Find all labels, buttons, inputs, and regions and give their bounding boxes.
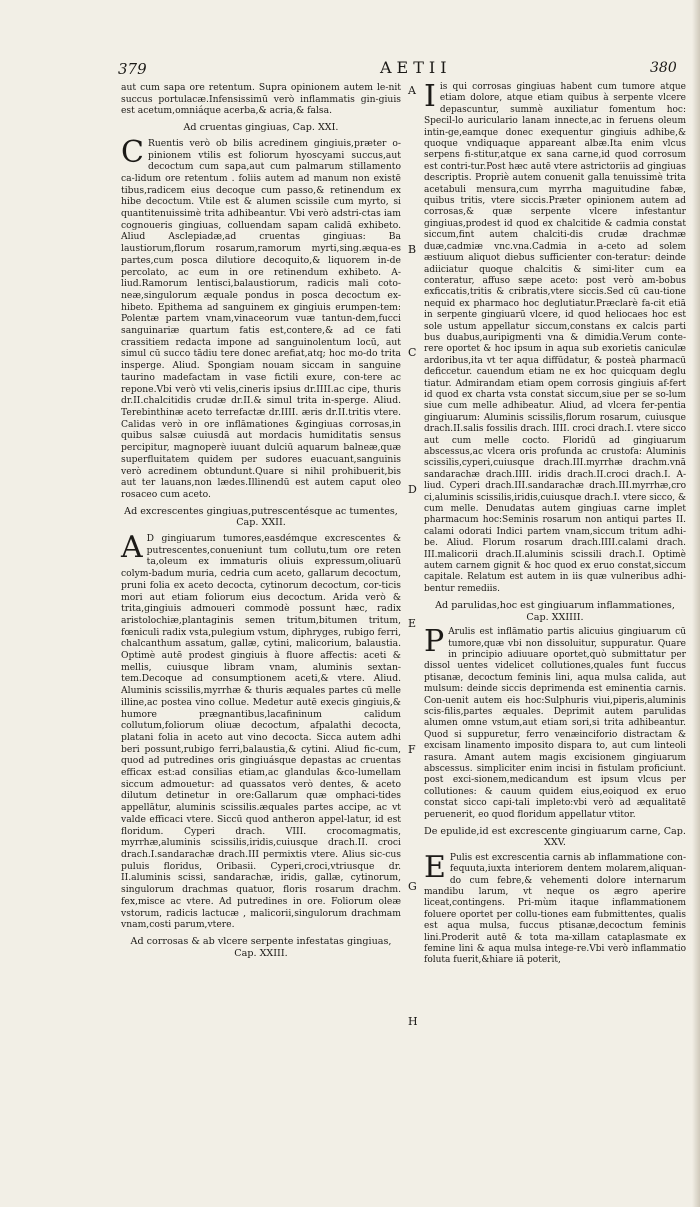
drop-cap: A [121, 530, 143, 566]
chapter-heading: Ad corrosas & ab vlcere serpente infestatas gingiuas, Cap. XXIII. [130, 935, 392, 959]
page-number-left: 379 [118, 60, 147, 78]
drop-cap: E [424, 849, 446, 885]
page-header [0, 60, 700, 82]
paragraph [424, 849, 686, 967]
paragraph [424, 79, 686, 595]
margin-letter-c: C [408, 346, 417, 359]
left-column [121, 82, 401, 963]
paragraph-text: Arulis est inflāmatio partis alicuius gingiuarum cū tumore,quæ vbi non dissoluitur, suppuratur. Quare in principio adiuuare oportet,quò submittatur per dissol uentes videlicet collutiones,quales funt fuccus ptisanæ, decoctum feminis lini, aqua mulsa calida, aut mulsum: deinde siccis deprimenda est eminentia carnis. Con-uenit autem eis hoc:Sulphuris viui,piperis,aluminis scis-filis,partes æquales. Deprimit autem parulidas alumen omne vstum,aut etiam sori,si trita adhibeantur. Quod si suppuretur, ferro venæinciforio distractam & excisam linamento imposito dispara to, aut cum linteoli rasura. Amant autem magis excisionem gingiuarum abscessus. simpliciter enim incisi in fistulam proficiunt. post exci-sionem,medicandum est ipsum vlcus per collutiones: & cauum quidem eius,eoiquod ex eruo constat sicco capi-tali impleto:vbi verò ad æqualitatē peruenerit, eo quod floridum appellatur vtitor. [424, 627, 686, 820]
margin-letter-b: B [408, 243, 417, 256]
chapter-heading: Ad parulidas,hoc est gingiuarum inflammationes, Cap. XXIIII. [435, 600, 675, 623]
drop-cap: C [121, 134, 144, 170]
margin-letter-d: D [408, 483, 417, 496]
chapter-heading: Ad excrescentes gingiuas,putrescentésque ac tumentes, Cap. XXII. [124, 505, 398, 529]
margin-letter-f: F [408, 743, 416, 756]
drop-cap: I [424, 79, 436, 114]
running-head: AETII [380, 58, 452, 77]
drop-cap: P [424, 624, 445, 660]
chapter-heading: Ad cruentas gingiuas, Cap. XXI. [183, 122, 339, 134]
margin-letter-g: G [408, 880, 417, 893]
page-number-right: 380 [650, 60, 677, 76]
paragraph-text: Pulis est excrescentia carnis ab inflammatione con-fequuta,iuxta interiorem dentem molarem,aliquan-do cum febre,& vehementi dolore internarum mandibu larum, vt neque os ægro aperire liceat,contingens. Pri-mùm itaque inflammationem foluere oportet per collu-tiones eam fubmittentes, qualis est aqua mulsa, fuccus ptisanæ,decoctum feminis lini.Proderit autē & tota ma-xillam cataplasmate ex femine lini & aqua mulsa intege-re.Vbi verò inflammatio foluta fuerit,&hiare iā poterit, [424, 852, 686, 966]
page-fold-shadow [692, 0, 700, 1207]
paragraph [121, 530, 401, 931]
paragraph-text: is qui corrosas gingiuas habent cum tumore atque etiam dolore, atque etiam quibus à serpente vlcere depascuntur, summè auxiliatur fomentum hoc: Specil-lo auriculario lanam innecte,ac in feruens oleum intin-ge,eamque donec exequentur gingiuis adhibe,& quoque vndiquaque appareant albæ.Ita enim vlcus serpens fi-stitur,atque ex sana carne,id quod corrosum est contri-tur.Post hæc autē vtere astrictoriis ad gingiuas descriptis. Propriè autem conuenit galla tenuissimè trita acetabuli mensura,cum myrrha maguitudine fabæ, quibus tritis, vtere siccis.Præter opinionem autem ad corrosas,& quæ serpente vlcere infestantur gingiuas,prodest id quod ex chalcitide & cadmia constat siccum,fint autem chalciti-dis crudæ drachmæ duæ,cadmiæ vnc.vna.Cadmia in a-ceto ad solem æstiuum aliquot diebus sufficienter con-teratur: deinde adiiciatur quoque chalcitis & simi-liter cum ea conteratur, affuso sæpe aceto: post verò am-bobus exficcatis,tritis & cribratis,vtere siccis.Sed cū cau-tione nequid ex pharmaco hoc deglutiatur.Præclarè fa-cit etiā in serpente gingiuarū vlcere, id quod heliocaes hoc est sole ustum appellatur siccum,constans ex calcis parti bus duabus,auripigmenti vna & dimidia.Verum conte-rere oportet & hoc ipsum in aqua sub exorietis caniculæ ardoribus,ita vt ter aqua diffūdatur, & posteà pharmacū deficcetur. cauendum etiam ne ex hoc quicquam deglu tiatur. Admirandam etiam opem corrosis gingiuis af-fert id quod ex charta vsta constat siccum,siue per se so-lum siue cum melle adhibeatur. Aliud, ad vlcera fer-pentia gingiuarum: Aluminis scissilis,florum rosarum, cuiusque drach.II.salis fossilis drach. IIII. croci drach.I. vtere sicco aut cum melle cocto. Floridū ad gingiuarum abscessus,ac vlcera oris profunda ac crustofa: Aluminis scissilis,cyperi,cuiusque drach.III.myrrhæ drachm.vnā sandarachæ drach.IIII. iridis drach.II.croci drach.I. A-liud. Cyperi drach.III.sandarachæ drach.III.myrrhæ,cro ci,aluminis scissilis,iridis,cuiusque drach.I. vtere sicco, & cum melle. Denudatas autem gingiuas carne implet pharmacum hoc:Seminis rosarum non antiqui partes II. calami odorati Indici partem vnam,siccum tritum adhi-be. Aliud. Florum rosarum drach.IIII.calami drach. III.malicorii drach.II.aluminis scissili drach.I. Optimè autem carnem gignit & hoc quod ex eruo constat,siccum capitale. Relatum est autem in iis quæ vulneribus adhi-bentur remediis. [424, 82, 686, 594]
paragraph: aut cum sapa ore retentum. Supra opinionem autem le-nit succus portulacæ.Infensissimū verò inflammatis gin-giuis est acetum,omniáque acerba,& acria,& falsa. [121, 82, 401, 117]
right-column [424, 79, 686, 970]
margin-letter-e: E [408, 617, 417, 630]
margin-letter-h: H [408, 1015, 418, 1028]
margin-letter-a: A [408, 84, 416, 97]
paragraph [121, 134, 401, 501]
chapter-heading: De epulide,id est excrescente gingiuarum carne, Cap. XXV. [424, 826, 686, 849]
paragraph-text: D gingiuarum tumores,easdémque excrescentes & putrescentes,conueniunt tum collutu,tum ore reten ta,oleum ex immaturis oliuis expressum,oliuarū colym-badum muria, cedria cum aceto, gallarum decoctum, pruni folia ex aceto decocta, cytinorum decoctum, cor-ticis mori aut etiam foliorum eius decoctum. Arida verò & trita,gingiuis admoueri commodè possunt hæc, radix aristolochiæ,plantaginis semen tritum,bitumen tritum, fœniculi radix vsta,pulegium vstum, diphryges, rubigo ferri, chalcanthum assatum, gallæ, cytini, malicorium, balaustia. Optimè autē prodest gingiuis à fluore affectis: aceti & mellis, cuiusque libram vnam, aluminis sextan-tem.Decoque ad consumptionem aceti,& vtere. Aliud. Aluminis scissilis,myrrhæ & thuris æquales partes cū melle illine,ac postea vino collue. Medetur autē execis gingiuis,& humore prægnantibus,lacafininum calidum collutum,foliorum oliuæ decoctum, afpalathi decocta, platani folia in aceto aut vino decocta. Sicca autem adhi beri possunt,rubigo ferri,balaustia,& cytini. Aliud fic-cum, quod ad putredines oris gingiuásque depastas ac cruentas efficax est:ad consilias etiam,ac glandulas &co-lumellam siccum admouetur: ad quassatos verò dentes, & aceto dilutum detinetur in ore:Gallarum quæ omphaci-tides appellātur, aluminis scissilis.æquales partes accipe, ac vt valde efficaci vtere. Siccū quod antheron appel-latur, id est floridum. Cyperi drach. VIII. crocomagmatis, myrrhæ,aluminis scissilis,iridis,cuiusque drach.II. croci drach.I.sandarachæ drach.III permixtis vtere. Alius sic-cus puluis floridus, Oribasii. Cyperi,croci,vtriusque dr. II.aluminis scissi, sandarachæ, iridis, gallæ, cytinorum, singulorum drachmas quatuor, floris rosarum drachm. fex,misce ac vtere. Ad putredines in ore. Foliorum oleæ vstorum, radicis lactucæ , malicorii,singulorum drachmam vnam,costi parum,vtere. [121, 533, 401, 931]
paragraph [424, 624, 686, 821]
paragraph-text: Ruentis verò ob bilis acredinem gingiuis,præter o-pinionem vtilis est foliorum hyoscyami succus,aut decoctum cum sapa,aut cum palmarum stillamento ca-lidum ore retentum . foliis autem ad manum non existē tibus,radicem eius decoque cum passo,& retinendum ex hibe decoctum. Vtile est & alumen scissile cum myrto, si quantitenuissimè trita adhibeantur. Vbi verò adstri-ctas iam cognoueris gingiuas, colluendam sapam calidā exhibeto. Aliud Asclepiadæ,ad cruentas gingiuas: Ba laustiorum,florum rosarum,ramorum myrti,sing.æqua-es partes,cum posca dilutiore decoquito,& liquorem in-de percolato, ac eum in ore retinendum exhibeto. A-liud.Ramorum lentisci,balaustiorum, radicis mali coto-neæ,singulorum æquale pondus in posca decoctum ex-hibeto. Epithema ad sanguinem ex gingiuis erumpen-tem: Polentæ partem vnam,vinaceorum vuæ tantun-dem,fucci sanguinariæ quartum fatis est,contere,& ad ce fati crassitiem redacta impone ad sanguinolentum locū, aut simul cū succo tādiu tere donec arefiat,atq; hoc mo-do trita insperge. Aliud. Spongiam nouam siccam in sanguine taurino madefactam in vase fictili exure, con-tere ac repone.Vbi verò vti velis,cineris ipsius dr.IIII.ac cipe, thuris dr.II.chalcitidis crudæ dr.II.& simul trita in-sperge. Aliud. Terebinthinæ aceto terrefactæ dr.IIII. æris dr.II.tritis vtere. Calidas verò in ore inflāmationes &gingiuas corrosas,in quibus salsæ cuiusdā aut mordacis humiditatis sensus percipitur, magnoperè iuuant dulciū aquarum balneæ,quæ superfluitatem quidem per sudores euacuant,sanguinis verò acredinem obtundunt.Quare si nihil prohibuerit,bis aut ter lauans,non lædes.Illinendū est autem caput oleo rosaceo cum aceto. [121, 137, 401, 500]
